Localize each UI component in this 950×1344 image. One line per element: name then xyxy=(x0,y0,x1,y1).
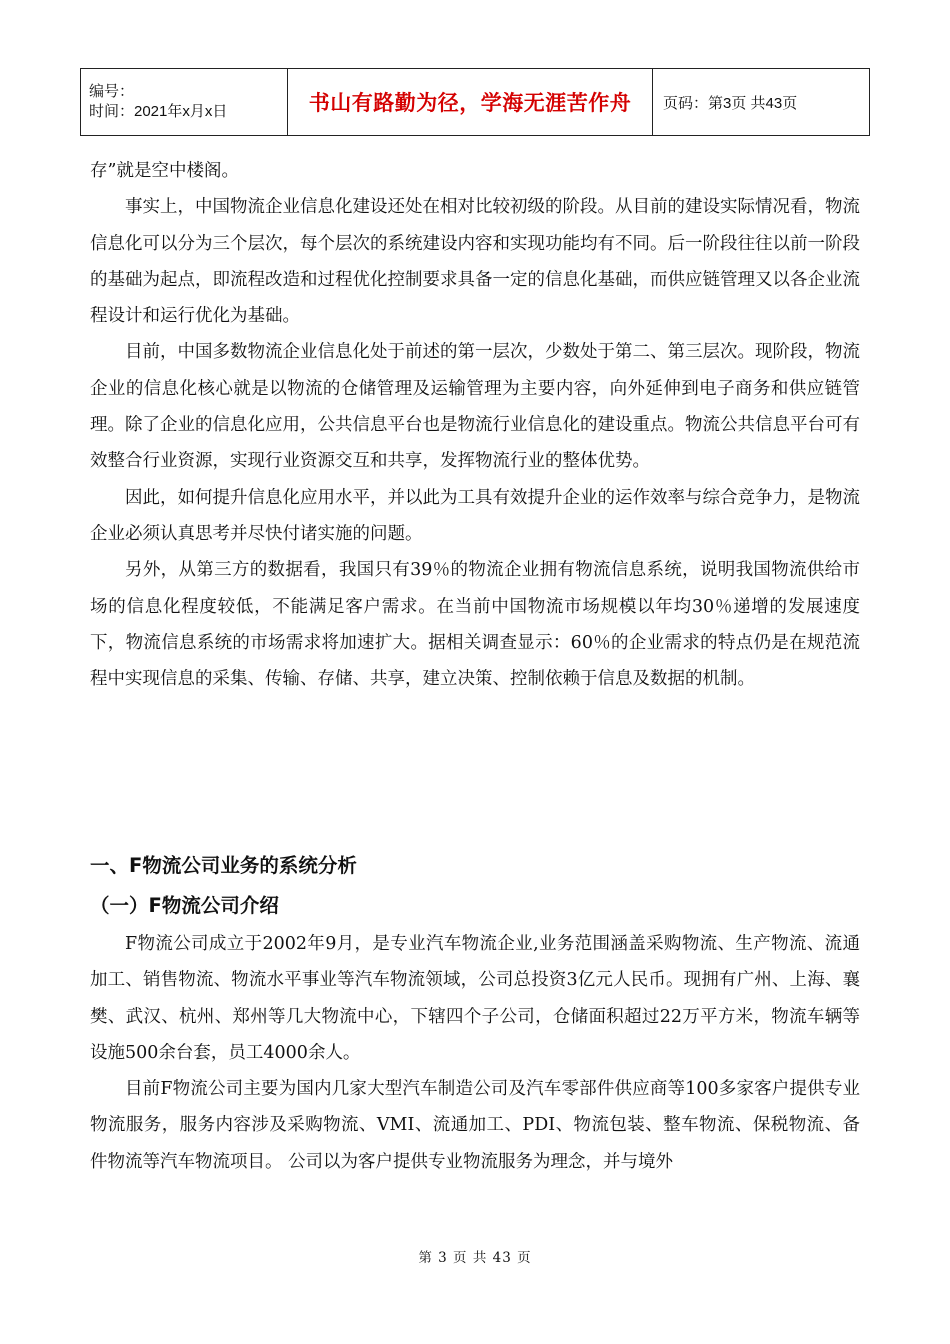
header-page-number: 页码：第3页 共43页 xyxy=(653,69,870,136)
paragraph: 存”就是空中楼阁。 xyxy=(90,161,239,181)
section-heading: 一、F物流公司业务的系统分析 xyxy=(90,854,357,877)
subsection-heading: （一）F物流公司介绍 xyxy=(90,894,279,917)
paragraph: 目前，中国多数物流企业信息化处于前述的第一层次，少数处于第二、第三层次。现阶段，物流企业的信息化核心就是以物流的仓储管理及运输管理为主要内容，向外延伸到电子商务和供应链管理。除了企业的信息化应用，公共信息平台也是物流行业信息化的建设重点。物流公共信息平台可有效整合行业资源，实现行业资源交互和共享，发挥物流行业的整体优势。 xyxy=(90,342,860,472)
paragraph: 事实上，中国物流企业信息化建设还处在相对比较初级的阶段。从目前的建设实际情况看，物流信息化可以分为三个层次，每个层次的系统建设内容和实现功能均有不同。后一阶段往往以前一阶段的基础为起点，即流程改造和过程优化控制要求具备一定的信息化基础，而供应链管理又以各企业流程设计和运行优化为基础。 xyxy=(90,197,860,327)
body-text-2 xyxy=(90,926,860,1180)
header-table xyxy=(80,68,870,136)
header-slogan: 书山有路勤为径，学海无涯苦作舟 xyxy=(288,69,653,136)
document-number: 编号： xyxy=(89,83,135,100)
page-footer: 第 3 页 共 43 页 xyxy=(418,1250,532,1266)
header-meta xyxy=(81,69,288,136)
paragraph: 另外，从第三方的数据看，我国只有39％的物流企业拥有物流信息系统，说明我国物流供给市场的信息化程度较低，不能满足客户需求。在当前中国物流市场规模以年均30％递增的发展速度下，物流信息系统的市场需求将加速扩大。据相关调查显示：60％的企业需求的特点仍是在规范流程中实现信息的采集、传输、存储、共享，建立决策、控制依赖于信息及数据的机制。 xyxy=(90,560,860,690)
body-text xyxy=(90,153,860,697)
paragraph: 目前F物流公司主要为国内几家大型汽车制造公司及汽车零部件供应商等100多家客户提供专业物流服务，服务内容涉及采购物流、VMI、流通加工、PDI、物流包装、整车物流、保税物流、备件物流等汽车物流项目。 公司以为客户提供专业物流服务为理念，并与境外 xyxy=(90,1079,860,1172)
paragraph: F物流公司成立于2002年9月，是专业汽车物流企业,业务范围涵盖采购物流、生产物流、流通加工、销售物流、物流水平事业等汽车物流领域，公司总投资3亿元人民币。现拥有广州、上海、襄樊、武汉、杭州、郑州等几大物流中心，下辖四个子公司，仓储面积超过22万平方米，物流车辆等设施500余台套，员工4000余人。 xyxy=(90,934,860,1063)
paragraph: 因此，如何提升信息化应用水平，并以此为工具有效提升企业的运作效率与综合竞争力，是物流企业必须认真思考并尽快付诸实施的问题。 xyxy=(90,487,860,544)
document-time: 时间：2021年x月x日 xyxy=(89,103,228,120)
